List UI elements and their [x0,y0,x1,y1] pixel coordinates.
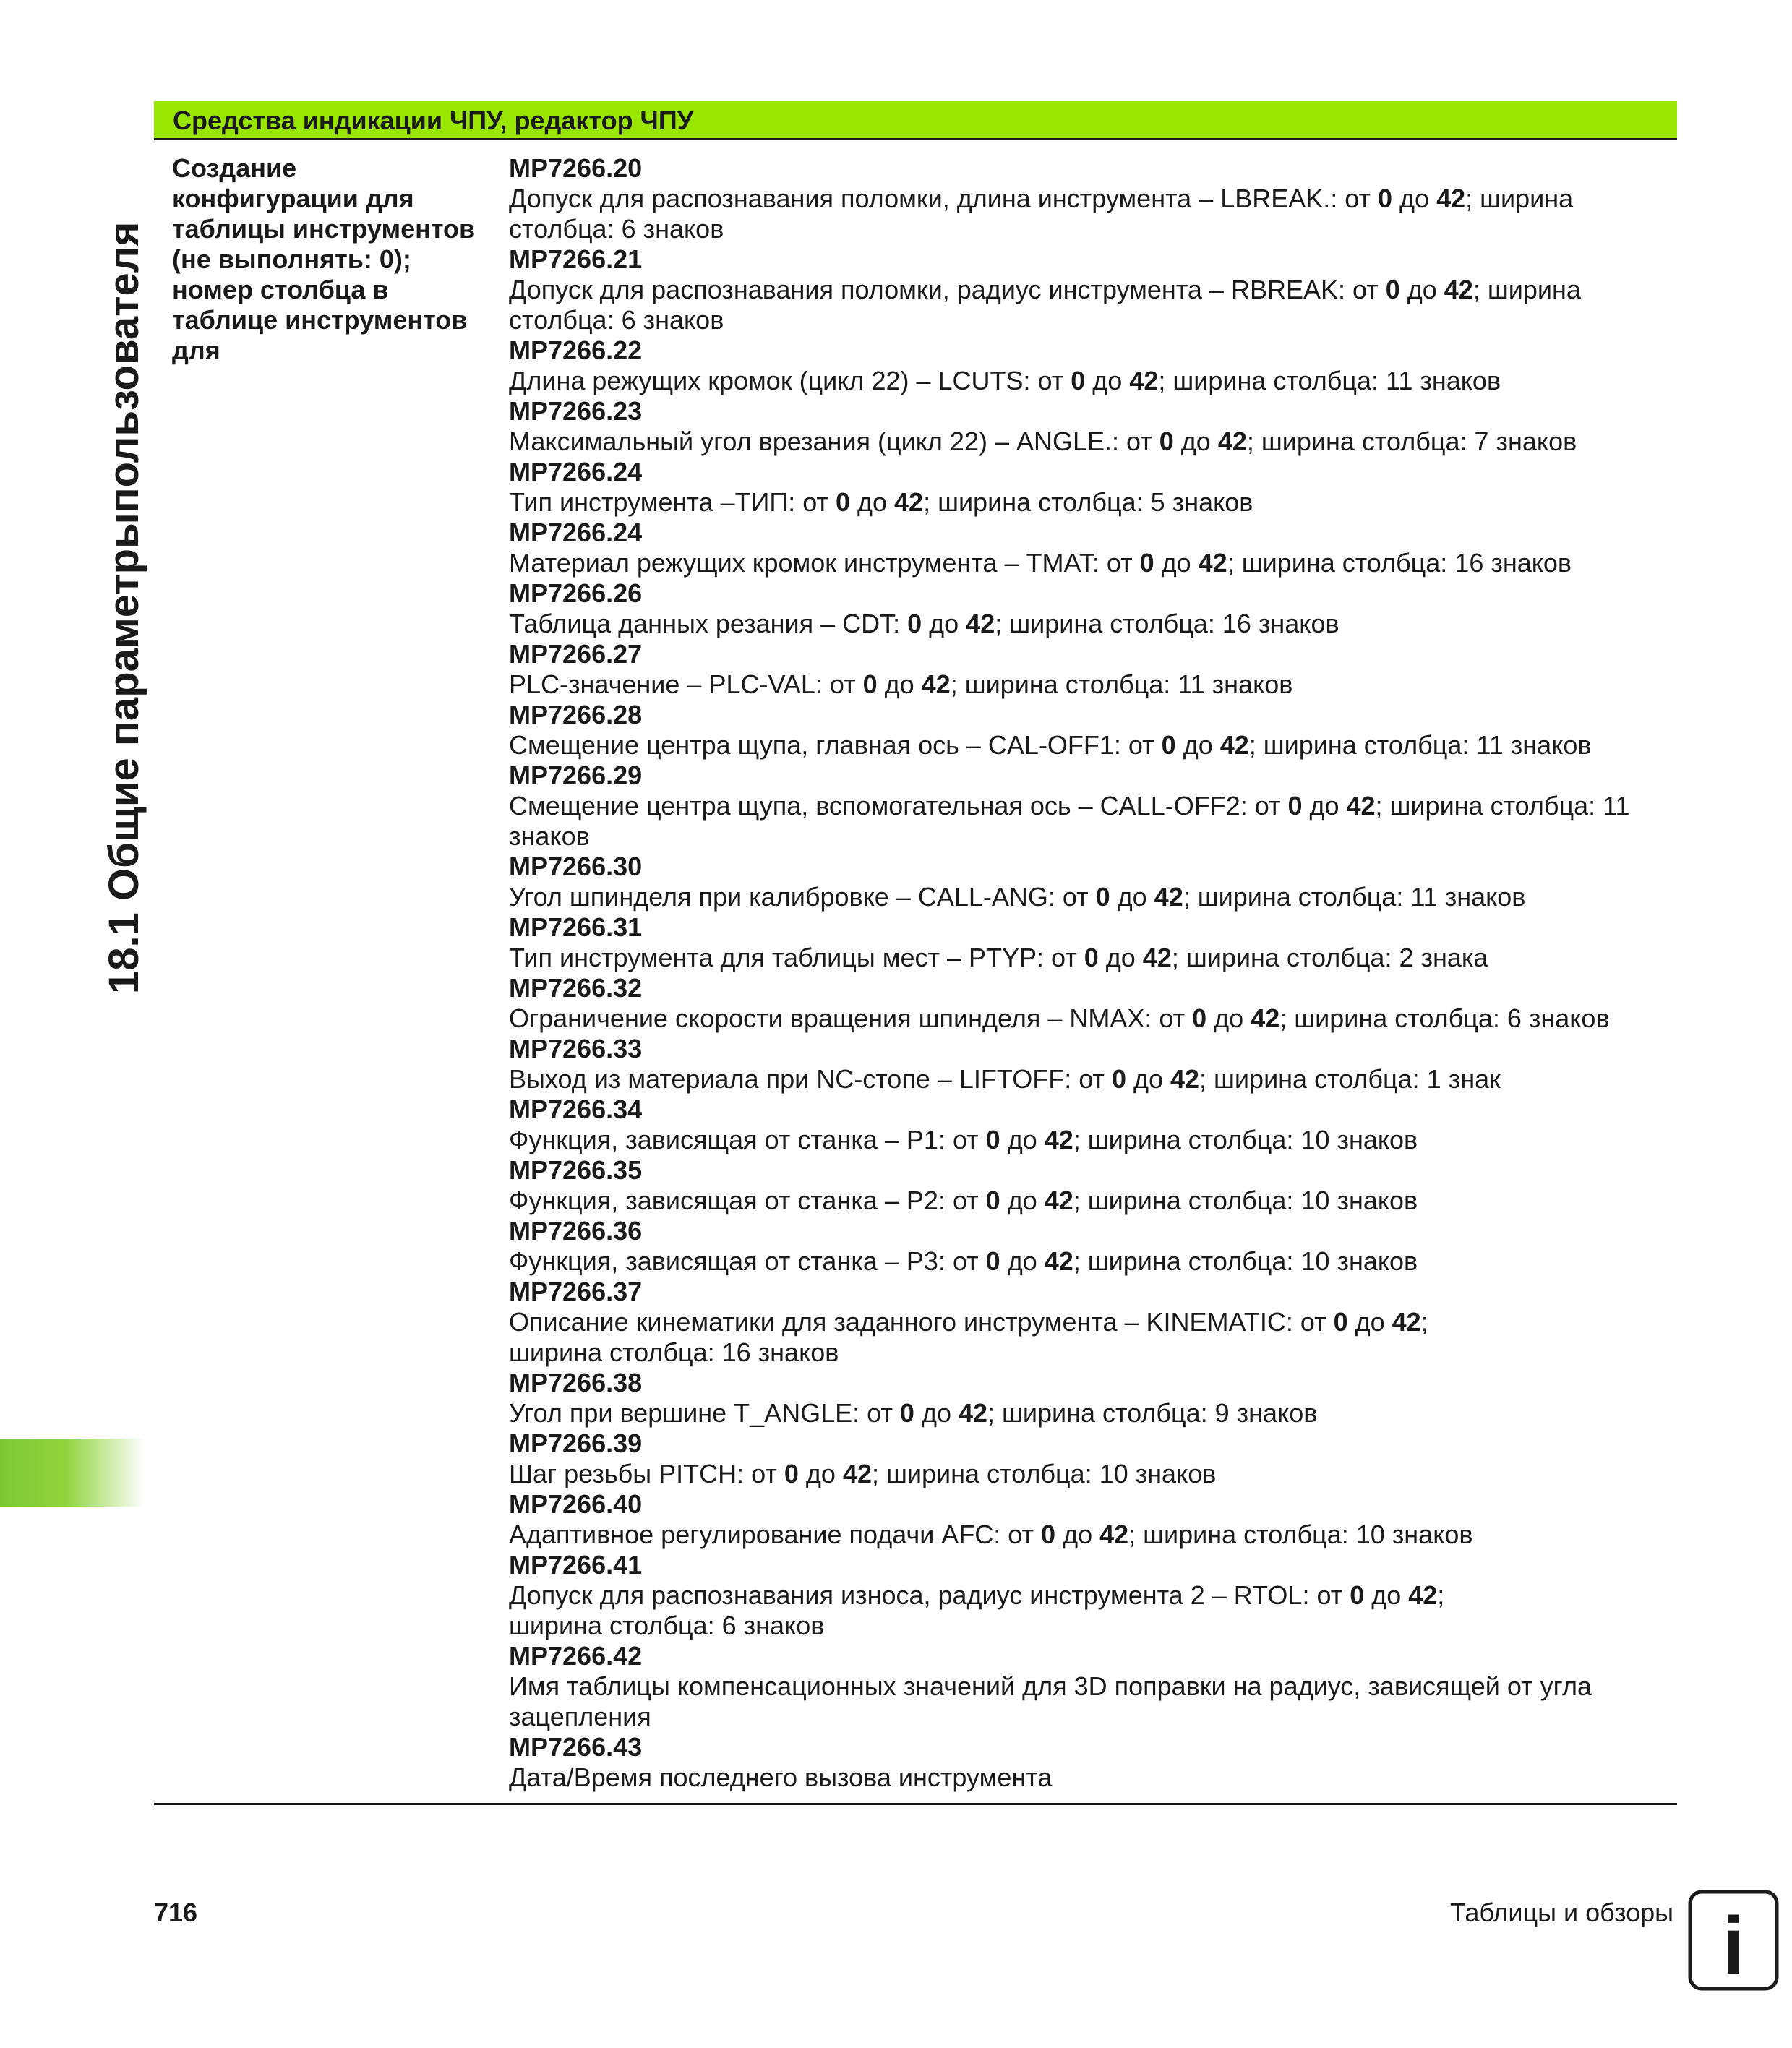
page-number: 716 [154,1898,198,1927]
parameter-code: MP7266.24 [509,457,643,487]
parameter-description: Имя таблицы компенсационных значений для 3D поправки на радиус, зависящей от угла зацепления [509,1671,1592,1731]
parameter-code: MP7266.23 [509,396,643,426]
parameter-code: MP7266.30 [509,852,643,881]
parameter-description: Таблица данных резания – CDT: 0 до 42; ширина столбца: 16 знаков [509,609,1339,638]
parameter-description: Допуск для распознавания поломки, радиус инструмента – RBREAK: от 0 до 42; ширина столбца: 6 знаков [509,275,1581,335]
parameter-description: Дата/Время последнего вызова инструмента [509,1762,1053,1792]
parameter-group-label: Создание конфигурации для таблицы инструментов (не выполнять: 0); номер столбца в таблице инструментов для [172,153,476,365]
parameter-code: MP7266.26 [509,578,643,608]
chapter-tab-marker [0,1439,145,1507]
bottom-rule [154,1803,1677,1805]
parameter-description: Функция, зависящая от станка – P2: от 0 до 42; ширина столбца: 10 знаков [509,1186,1418,1215]
parameter-code: MP7266.40 [509,1489,643,1519]
parameter-entry [509,973,1673,1034]
parameter-entry [509,335,1673,396]
parameter-entry [509,153,1673,244]
parameter-description: Смещение центра щупа, вспомогательная ось – CALL-OFF2: от 0 до 42; ширина столбца: 11 знаков [509,791,1630,851]
parameter-description: Угол шпинделя при калибровке – CALL-ANG: от 0 до 42; ширина столбца: 11 знаков [509,882,1526,912]
parameter-entry [509,244,1673,335]
info-icon-glyph: i [1722,1901,1745,1991]
parameter-description: PLC-значение – PLC-VAL: от 0 до 42; ширина столбца: 11 знаков [509,669,1293,699]
parameter-code: MP7266.41 [509,1550,643,1580]
parameter-description: Функция, зависящая от станка – P3: от 0 до 42; ширина столбца: 10 знаков [509,1246,1418,1276]
parameter-entry [509,1641,1673,1732]
parameter-description: Максимальный угол врезания (цикл 22) – ANGLE.: от 0 до 42; ширина столбца: 7 знаков [509,427,1577,456]
side-chapter-title [51,98,147,994]
parameter-description: Допуск для распознавания поломки, длина инструмента – LBREAK.: от 0 до 42; ширина столбца: 6 знаков [509,184,1574,244]
parameter-description: Описание кинематики для заданного инструмента – KINEMATIC: от 0 до 42; ширина столбца: 16 знаков [509,1307,1428,1367]
parameter-code: MP7266.34 [509,1094,643,1124]
parameter-description: Шаг резьбы PITCH: от 0 до 42; ширина столбца: 10 знаков [509,1459,1217,1488]
parameter-code: MP7266.37 [509,1277,643,1306]
parameter-code: MP7266.35 [509,1155,643,1185]
parameter-entry [509,396,1673,457]
parameter-entry [509,457,1673,518]
parameter-description: Функция, зависящая от станка – P1: от 0 до 42; ширина столбца: 10 знаков [509,1125,1418,1154]
parameter-code: MP7266.43 [509,1732,643,1762]
parameter-code: MP7266.42 [509,1641,643,1671]
parameter-entry [509,1732,1673,1793]
parameter-entry [509,1034,1673,1094]
chapter-name: Таблицы и обзоры [1450,1898,1673,1927]
parameter-code: MP7266.31 [509,912,643,942]
parameter-code: MP7266.27 [509,639,643,669]
parameter-entry [509,1155,1673,1216]
section-header [154,101,1677,140]
parameter-code: MP7266.36 [509,1216,643,1246]
parameter-entry [509,1094,1673,1155]
parameter-description: Адаптивное регулирование подачи AFC: от 0 до 42; ширина столбца: 10 знаков [509,1520,1473,1549]
parameter-code: MP7266.24 [509,518,643,547]
parameter-description: Тип инструмента –ТИП: от 0 до 42; ширина столбца: 5 знаков [509,487,1253,517]
parameter-entry [509,1489,1673,1550]
parameter-entry [509,578,1673,639]
parameter-entry [509,912,1673,973]
parameter-description: Ограничение скорости вращения шпинделя – NMAX: от 0 до 42; ширина столбца: 6 знаков [509,1003,1610,1033]
parameter-entry [509,760,1673,852]
parameter-code: MP7266.22 [509,335,643,365]
side-chapter-title-text: 18.1 Общие параметрыпользователя [100,221,147,994]
parameter-entry [509,1368,1673,1428]
parameter-entry [509,518,1673,578]
parameter-entry [509,1277,1673,1368]
parameter-entry [509,852,1673,912]
parameter-description: Длина режущих кромок (цикл 22) – LCUTS: от 0 до 42; ширина столбца: 11 знаков [509,366,1501,395]
parameter-code: MP7266.33 [509,1034,643,1063]
parameter-code: MP7266.29 [509,760,643,790]
parameter-list [509,153,1673,1793]
parameter-entry [509,639,1673,700]
parameter-code: MP7266.21 [509,244,643,274]
parameter-entry [509,1428,1673,1489]
parameter-description: Тип инструмента для таблицы мест – PTYP: от 0 до 42; ширина столбца: 2 знака [509,943,1488,972]
parameter-code: MP7266.32 [509,973,643,1003]
parameter-description: Выход из материала при NC-стопе – LIFTOFF: от 0 до 42; ширина столбца: 1 знак [509,1064,1501,1094]
info-icon[interactable] [1688,1890,1779,1991]
parameter-entry [509,1550,1673,1641]
parameter-entry [509,1216,1673,1277]
parameter-code: MP7266.28 [509,700,643,729]
parameter-description: Смещение центра щупа, главная ось – CAL-OFF1: от 0 до 42; ширина столбца: 11 знаков [509,730,1592,760]
parameter-description: Материал режущих кромок инструмента – TMAT: от 0 до 42; ширина столбца: 16 знаков [509,548,1572,578]
parameter-code: MP7266.38 [509,1368,643,1397]
parameter-entry [509,700,1673,760]
parameter-description: Допуск для распознавания износа, радиус инструмента 2 – RTOL: от 0 до 42; ширина столбца: 6 знаков [509,1580,1445,1640]
parameter-code: MP7266.39 [509,1428,643,1458]
section-header-title: Средства индикации ЧПУ, редактор ЧПУ [173,106,694,135]
parameter-description: Угол при вершине T_ANGLE: от 0 до 42; ширина столбца: 9 знаков [509,1398,1318,1428]
parameter-code: MP7266.20 [509,153,643,183]
